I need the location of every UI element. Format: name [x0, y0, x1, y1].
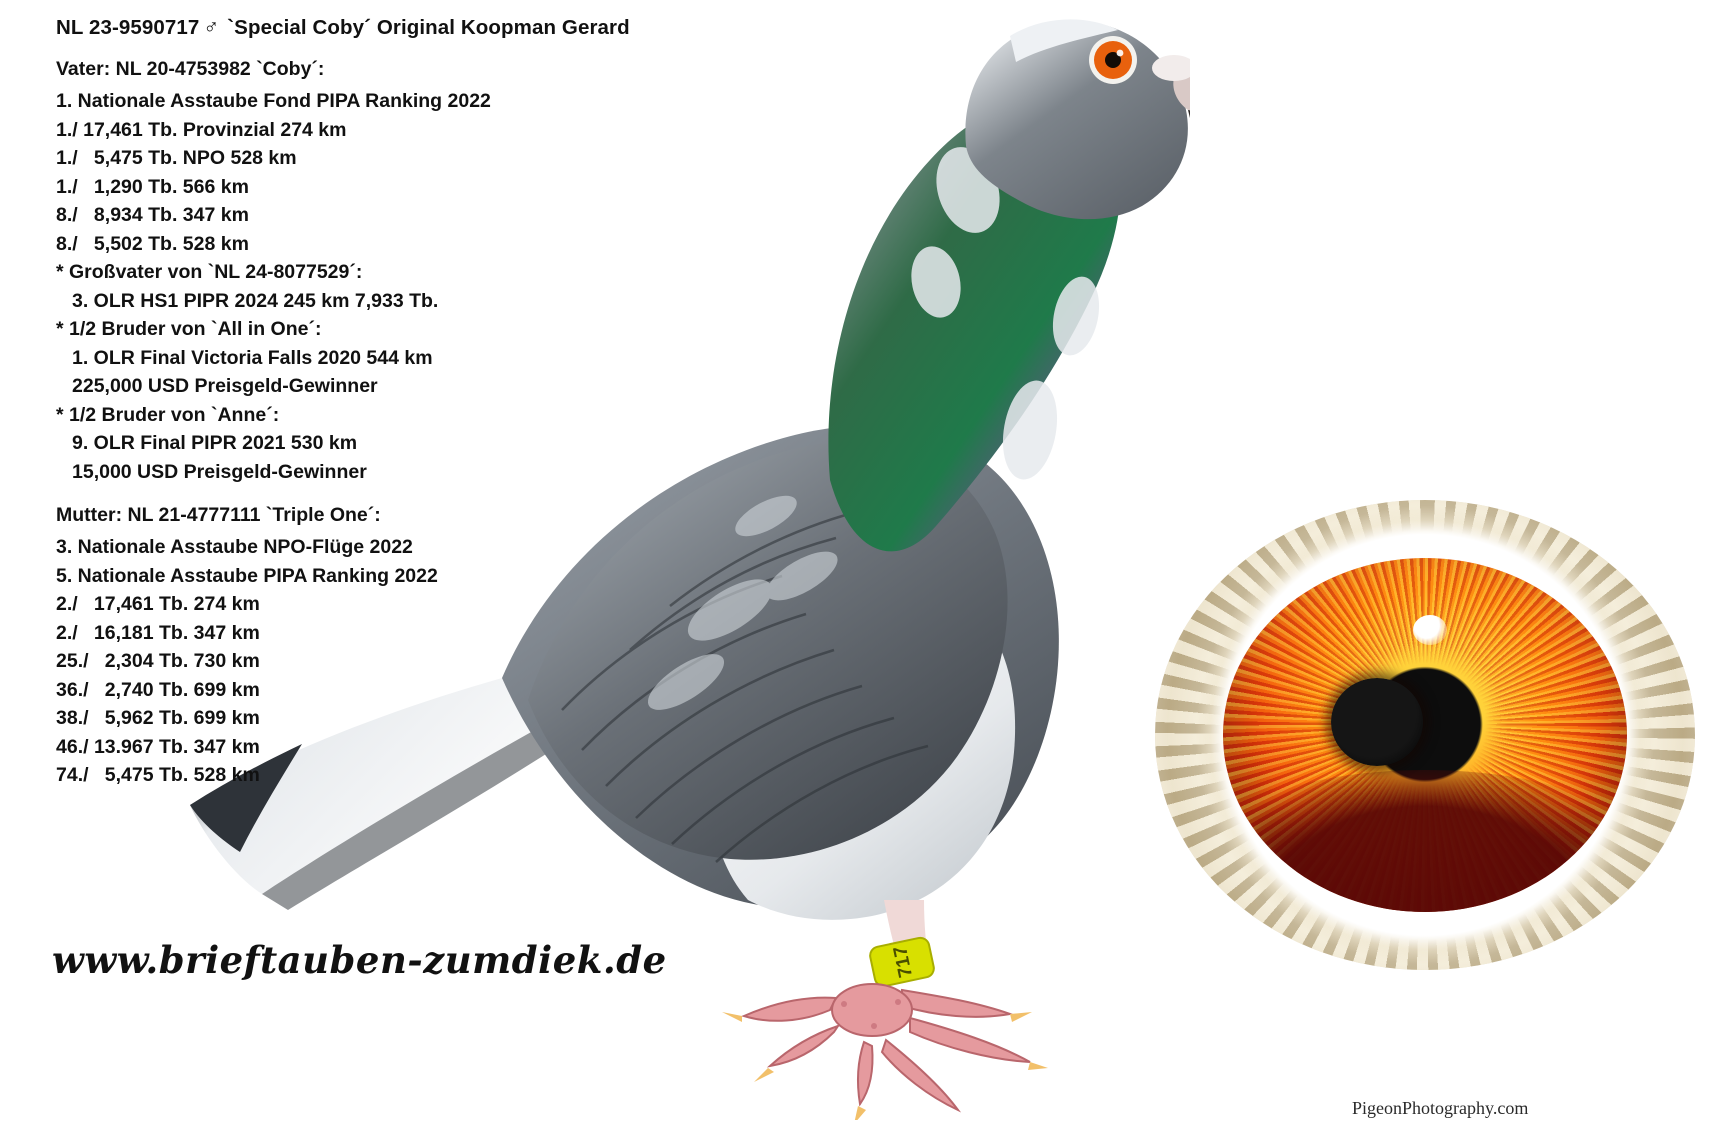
- mother-line: 36./ 2,740 Tb. 699 km: [56, 678, 260, 701]
- mother-block: [56, 504, 816, 790]
- father-line: * 1/2 Bruder von `Anne´:: [56, 403, 280, 426]
- iris-shadow: [1223, 770, 1627, 912]
- father-line: 225,000 USD Preisgeld-Gewinner: [72, 375, 378, 397]
- ring-number: NL 23-9590717: [56, 16, 200, 39]
- mother-line: 2./ 16,181 Tb. 347 km: [56, 621, 260, 644]
- father-line: 3. OLR HS1 PIPR 2024 245 km 7,933 Tb.: [72, 289, 439, 312]
- mother-line: 2./ 17,461 Tb. 274 km: [56, 593, 260, 615]
- sex-symbol: ♂: [203, 16, 220, 39]
- pedigree-text: [56, 16, 816, 790]
- photo-credit: PigeonPhotography.com: [1352, 1098, 1529, 1118]
- mother-line: 46./ 13.967 Tb. 347 km: [56, 735, 260, 758]
- father-line: 1./ 1,290 Tb. 566 km: [56, 175, 249, 198]
- pigeon-name: `Special Coby´ Original Koopman Gerard: [227, 16, 630, 39]
- mother-line: 74./ 5,475 Tb. 528 km: [56, 764, 260, 786]
- eye-pupil: [1331, 678, 1423, 766]
- mother-line: 5. Nationale Asstaube PIPA Ranking 2022: [56, 564, 438, 587]
- feet: [744, 984, 1030, 1110]
- leg-ring: [868, 936, 935, 988]
- father-block: [56, 58, 816, 486]
- father-line: 1./ 17,461 Tb. Provinzial 274 km: [56, 118, 347, 141]
- website-signature[interactable]: www.brieftauben-zumdiek.de: [52, 938, 667, 982]
- father-line: 8./ 5,502 Tb. 528 km: [56, 232, 249, 255]
- eye-iris: [1223, 558, 1627, 912]
- eye-highlight: [1413, 615, 1447, 645]
- father-line: 1. Nationale Asstaube Fond PIPA Ranking 2022: [56, 90, 491, 112]
- father-line: * Großvater von `NL 24-8077529´:: [56, 261, 363, 283]
- father-line: 15,000 USD Preisgeld-Gewinner: [72, 460, 367, 483]
- pedigree-headline: [56, 16, 816, 40]
- father-line: 1. OLR Final Victoria Falls 2020 544 km: [72, 346, 433, 369]
- leg-ring-text: 717: [889, 943, 918, 980]
- father-line: 9. OLR Final PIPR 2021 530 km: [72, 432, 358, 454]
- father-line: * 1/2 Bruder von `All in One´:: [56, 318, 322, 340]
- mother-line: 25./ 2,304 Tb. 730 km: [56, 650, 260, 672]
- father-line: 8./ 8,934 Tb. 347 km: [56, 204, 249, 226]
- father-line: 1./ 5,475 Tb. NPO 528 km: [56, 147, 297, 169]
- mother-line: 3. Nationale Asstaube NPO-Flüge 2022: [56, 536, 413, 558]
- eye-closeup-photo: [1155, 500, 1695, 970]
- mother-line: 38./ 5,962 Tb. 699 km: [56, 707, 260, 729]
- mother-title: Mutter: NL 21-4777111 `Triple One´:: [56, 504, 381, 526]
- father-title: Vater: NL 20-4753982 `Coby´:: [56, 58, 325, 80]
